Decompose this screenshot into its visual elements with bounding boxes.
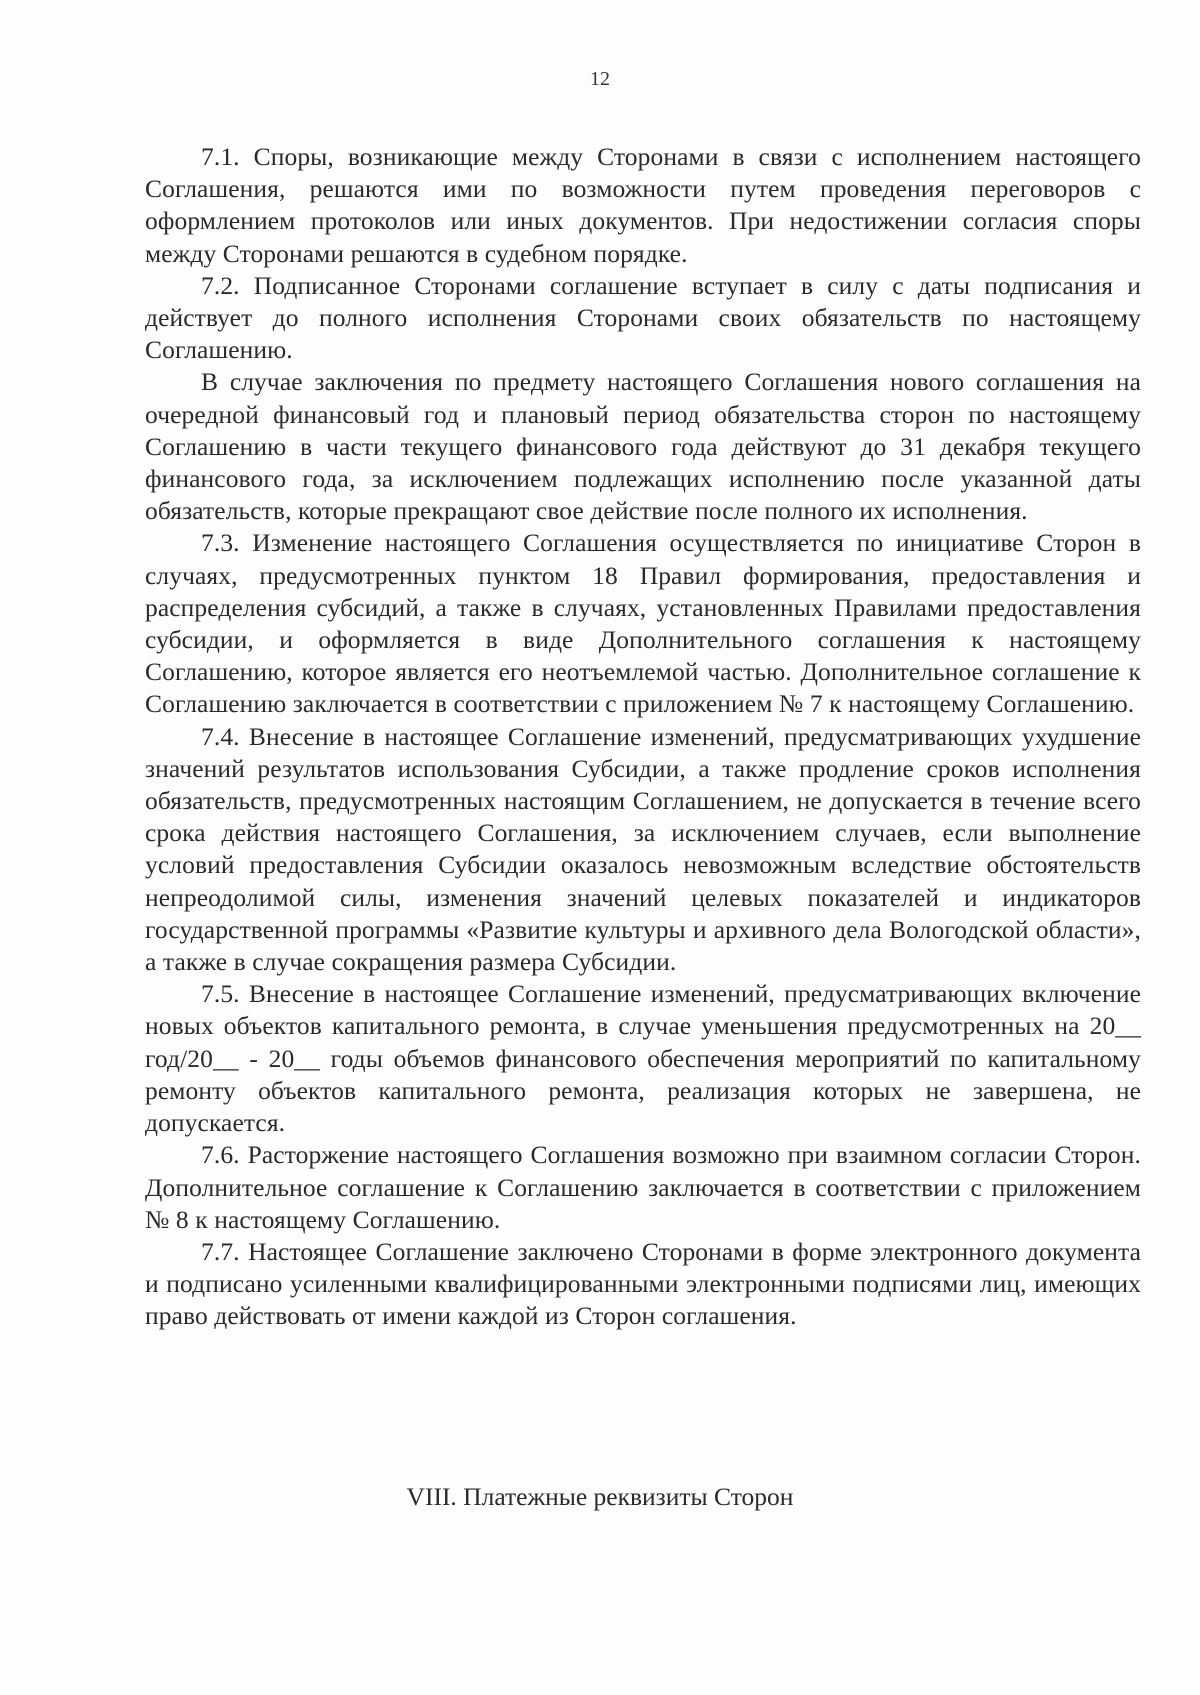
page-number: 12 [590, 68, 610, 90]
paragraph-7-7: 7.7. Настоящее Соглашение заключено Сторонами в форме электронного документа и подписано усиленными квалифицированными электронными подписями лиц, имеющих право действовать от имени каждой из Сторон соглашения. [145, 1236, 1141, 1331]
document-body [145, 141, 1141, 1333]
paragraph-7-5: 7.5. Внесение в настоящее Соглашение изменений, предусматривающих включение новых объектов капитального ремонта, в случае уменьшения предусмотренных на 20__ год/20__ - 20__ годы объемов финансового обеспечения мероприятий по капитальному ремонту объектов капитального ремонта, реализация которых не завершена, не допускается. [145, 979, 1141, 1138]
section-heading: VIII. Платежные реквизиты Сторон [406, 1482, 794, 1511]
paragraph-7-6: 7.6. Расторжение настоящего Соглашения возможно при взаимном согласии Сторон. Дополнительное соглашение к Соглашению заключается в соответствии с приложением № 8 к настоящему Соглашению. [145, 1140, 1141, 1234]
paragraph-7-3: 7.3. Изменение настоящего Соглашения осуществляется по инициативе Сторон в случаях, предусмотренных пунктом 18 Правил формирования, предоставления и распределения субсидий, а также в случаях, установленных Правилами предоставления субсидии, и оформляется в виде Дополнительного соглашения к настоящему Соглашению, которое является его неотъемлемой частью. Дополнительное соглашение к Соглашению заключается в соответствии с приложением № 7 к настоящему Соглашению. [145, 528, 1141, 719]
paragraph-7-1: 7.1. Споры, возникающие между Сторонами в связи с исполнением настоящего Соглашения, решаются ими по возможности путем проведения переговоров с оформлением протоколов или иных документов. При недостижении согласия споры между Сторонами решаются в судебном порядке. [145, 142, 1141, 268]
paragraph-7-2-continuation: В случае заключения по предмету настоящего Соглашения нового соглашения на очередной финансовый год и плановый период обязательства сторон по настоящему Соглашению в части текущего финансового года действуют до 31 декабря текущего финансового года, за исключением подлежащих исполнению после указанной даты обязательств, которые прекращают свое действие после полного их исполнения. [145, 367, 1141, 526]
paragraph-7-4: 7.4. Внесение в настоящее Соглашение изменений, предусматривающих ухудшение значений результатов использования Субсидии, а также продление сроков исполнения обязательств, предусмотренных настоящим Соглашением, не допускается в течение всего срока действия настоящего Соглашения, за исключением случаев, если выполнение условий предоставления Субсидии оказалось невозможным вследствие обстоятельств непреодолимой силы, изменения значений целевых показателей и индикаторов государственной программы «Развитие культуры и архивного дела Вологодской области», а также в случае сокращения размера Субсидии. [145, 721, 1141, 977]
paragraph-7-2: 7.2. Подписанное Сторонами соглашение вступает в силу с даты подписания и действует до полного исполнения Сторонами своих обязательств по настоящему Соглашению. [145, 270, 1141, 365]
